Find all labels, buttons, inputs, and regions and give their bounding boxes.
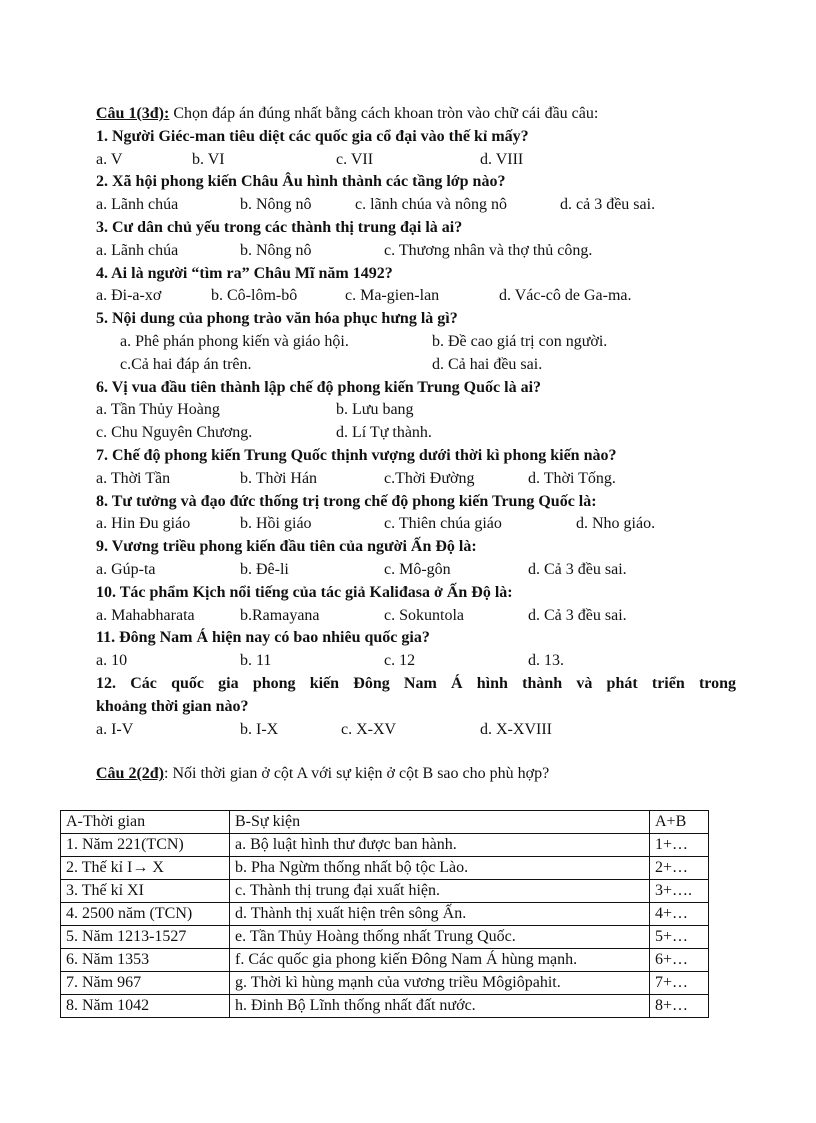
options-7	[96, 468, 736, 491]
time-cell: 5. Năm 1213-1527	[61, 926, 230, 949]
option-c[interactable]: c. Ma-gien-lan	[345, 287, 440, 305]
option-b[interactable]: b.Ramayana	[240, 606, 320, 624]
option-a[interactable]: a. Gúp-ta	[96, 560, 156, 578]
option-c[interactable]: c. Sokuntola	[384, 606, 464, 624]
table-row	[61, 995, 709, 1018]
question-4: 4. Ai là người “tìm ra” Châu Mĩ năm 1492?	[96, 264, 393, 282]
option-c[interactable]: c.Cả hai đáp án trên.	[120, 355, 252, 373]
event-cell: d. Thành thị xuất hiện trên sông Ấn.	[230, 903, 650, 926]
header-a: A-Thời gian	[61, 811, 230, 834]
option-a[interactable]: a. 10	[96, 652, 128, 670]
option-a[interactable]: a. Đi-a-xơ	[96, 287, 162, 305]
table-row	[61, 972, 709, 995]
question-12-line2: khoảng thời gian nào?	[96, 697, 249, 715]
option-b[interactable]: b. Lưu bang	[336, 401, 414, 419]
option-d[interactable]: d. Vác-cô de Ga-ma.	[499, 287, 632, 305]
question-2: 2. Xã hội phong kiến Châu Âu hình thành các tầng lớp nào?	[96, 173, 506, 191]
spacer	[96, 741, 736, 763]
option-d[interactable]: d. Cả hai đều sai.	[432, 355, 543, 373]
event-cell: c. Thành thị trung đại xuất hiện.	[230, 880, 650, 903]
question-7: 7. Chế độ phong kiến Trung Quốc thịnh vượng dưới thời kì phong kiến nào?	[96, 446, 617, 464]
options-6b	[96, 422, 736, 445]
option-a[interactable]: a. Lãnh chúa	[96, 196, 179, 214]
option-b[interactable]: b. Thời Hán	[240, 469, 318, 487]
options-3	[96, 240, 736, 263]
options-5a	[96, 331, 736, 354]
answer-cell[interactable]: 1+…	[650, 834, 709, 857]
cau2-header	[96, 763, 736, 786]
option-d[interactable]: d. Cả 3 đều sai.	[528, 560, 627, 578]
options-12	[96, 719, 736, 742]
option-c[interactable]: c. Thiên chúa giáo	[384, 515, 502, 533]
question-3: 3. Cư dân chủ yếu trong các thành thị trung đại là ai?	[96, 218, 463, 236]
table-row	[61, 926, 709, 949]
option-d[interactable]: d. Thời Tống.	[528, 469, 616, 487]
option-c[interactable]: c. X-XV	[341, 720, 397, 738]
option-b[interactable]: b. Cô-lôm-bô	[211, 287, 298, 305]
option-a[interactable]: a. Mahabharata	[96, 606, 195, 624]
time-cell: 3. Thế kỉ XI	[61, 880, 230, 903]
option-d[interactable]: d. 13.	[528, 652, 564, 670]
options-4	[96, 285, 736, 308]
answer-cell[interactable]: 8+…	[650, 995, 709, 1018]
option-c[interactable]: c. Mô-gôn	[384, 560, 451, 578]
options-5b	[96, 354, 736, 377]
time-cell: 4. 2500 năm (TCN)	[61, 903, 230, 926]
time-cell: 1. Năm 221(TCN)	[61, 834, 230, 857]
option-d[interactable]: d. Cả 3 đều sai.	[528, 606, 627, 624]
option-c[interactable]: c. Thương nhân và thợ thủ công.	[384, 241, 593, 259]
event-cell: e. Tần Thủy Hoàng thống nhất Trung Quốc.	[230, 926, 650, 949]
answer-cell[interactable]: 6+…	[650, 949, 709, 972]
options-6a	[96, 399, 736, 422]
answer-cell[interactable]: 3+….	[650, 880, 709, 903]
option-b[interactable]: b. Đề cao giá trị con người.	[432, 332, 608, 350]
question-8: 8. Tư tưởng và đạo đức thống trị trong chế độ phong kiến Trung Quốc là:	[96, 492, 597, 510]
option-c[interactable]: c.Thời Đường	[384, 469, 475, 487]
question-9: 9. Vương triều phong kiến đầu tiên của người Ấn Độ là:	[96, 538, 477, 556]
question-6: 6. Vị vua đầu tiên thành lập chế độ phong kiến Trung Quốc là ai?	[96, 378, 542, 396]
question-5: 5. Nội dung của phong trào văn hóa phục hưng là gì?	[96, 310, 458, 328]
option-a[interactable]: a. I-V	[96, 720, 134, 738]
event-cell: a. Bộ luật hình thư được ban hành.	[230, 834, 650, 857]
option-c[interactable]: c. VII	[336, 150, 374, 168]
table-row	[61, 857, 709, 880]
cau1-instruction: Chọn đáp án đúng nhất bằng cách khoan tròn vào chữ cái đầu câu:	[169, 105, 599, 122]
answer-cell[interactable]: 7+…	[650, 972, 709, 995]
option-b[interactable]: b. Hồi giáo	[240, 515, 312, 533]
question-10: 10. Tác phẩm Kịch nổi tiếng của tác giả Kaliđasa ở Ấn Độ là:	[96, 583, 513, 601]
table-row	[61, 880, 709, 903]
option-b[interactable]: b. 11	[240, 652, 272, 670]
event-cell: g. Thời kì hùng mạnh của vương triều Môgiôpahit.	[230, 972, 650, 995]
options-8	[96, 513, 736, 536]
time-cell: 2. Thế kỉ I→ X	[61, 857, 230, 880]
options-11	[96, 650, 736, 673]
event-cell: h. Đinh Bộ Lĩnh thống nhất đất nước.	[230, 995, 650, 1018]
cau2-title: Câu 2(2đ)	[96, 765, 165, 783]
option-d[interactable]: d. Lí Tự thành.	[336, 424, 432, 442]
option-b[interactable]: b. I-X	[240, 720, 279, 738]
option-d[interactable]: d. X-XVIII	[480, 720, 552, 738]
cau1-header	[96, 103, 736, 126]
options-9	[96, 559, 736, 582]
table-row	[61, 903, 709, 926]
question-11: 11. Đông Nam Á hiện nay có bao nhiêu quốc gia?	[96, 629, 430, 647]
option-c[interactable]: c. lãnh chúa và nông nô	[355, 196, 507, 214]
table-header-row	[61, 811, 709, 834]
event-cell: b. Pha Ngừm thống nhất bộ tộc Lào.	[230, 857, 650, 880]
time-cell: 6. Năm 1353	[61, 949, 230, 972]
question-12-line1: 12. Các quốc gia phong kiến Đông Nam Á hình thành và phát triển trong	[96, 674, 736, 692]
options-2	[96, 194, 736, 217]
option-d[interactable]: d. Nho giáo.	[576, 515, 656, 533]
time-cell: 7. Năm 967	[61, 972, 230, 995]
option-b[interactable]: b. VI	[192, 150, 225, 168]
option-d[interactable]: d. VIII	[480, 150, 524, 168]
header-b: B-Sự kiện	[230, 811, 650, 834]
options-1	[96, 149, 736, 172]
table-row	[61, 949, 709, 972]
cau1-title: Câu 1(3đ):	[96, 105, 170, 122]
answer-cell[interactable]: 4+…	[650, 903, 709, 926]
option-b[interactable]: b. Nông nô	[240, 241, 312, 259]
option-a[interactable]: a. Phê phán phong kiến và giáo hội.	[120, 332, 349, 350]
options-10	[96, 605, 736, 628]
option-d[interactable]: d. cả 3 đều sai.	[560, 196, 656, 214]
question-1: 1. Người Giéc-man tiêu diệt các quốc gia cổ đại vào thế kỉ mấy?	[96, 127, 529, 145]
answer-cell[interactable]: 5+…	[650, 926, 709, 949]
option-b[interactable]: b. Nông nô	[240, 196, 312, 214]
option-c[interactable]: c. 12	[384, 652, 416, 670]
cau2-instruction: : Nối thời gian ở cột A với sự kiện ở cột B sao cho phù hợp?	[164, 765, 550, 783]
option-a[interactable]: a. Lãnh chúa	[96, 241, 179, 259]
option-a[interactable]: a. Hin Đu giáo	[96, 515, 191, 533]
option-c[interactable]: c. Chu Nguyên Chương.	[96, 424, 253, 442]
option-a[interactable]: a. Tần Thủy Hoàng	[96, 401, 220, 419]
matching-table	[60, 810, 709, 1018]
time-cell: 8. Năm 1042	[61, 995, 230, 1018]
table-row	[61, 834, 709, 857]
option-b[interactable]: b. Đê-li	[240, 560, 289, 578]
option-a[interactable]: a. Thời Tần	[96, 469, 171, 487]
exam-page	[96, 103, 736, 786]
option-a[interactable]: a. V	[96, 150, 123, 168]
answer-cell[interactable]: 2+…	[650, 857, 709, 880]
header-ab: A+B	[650, 811, 709, 834]
event-cell: f. Các quốc gia phong kiến Đông Nam Á hùng mạnh.	[230, 949, 650, 972]
